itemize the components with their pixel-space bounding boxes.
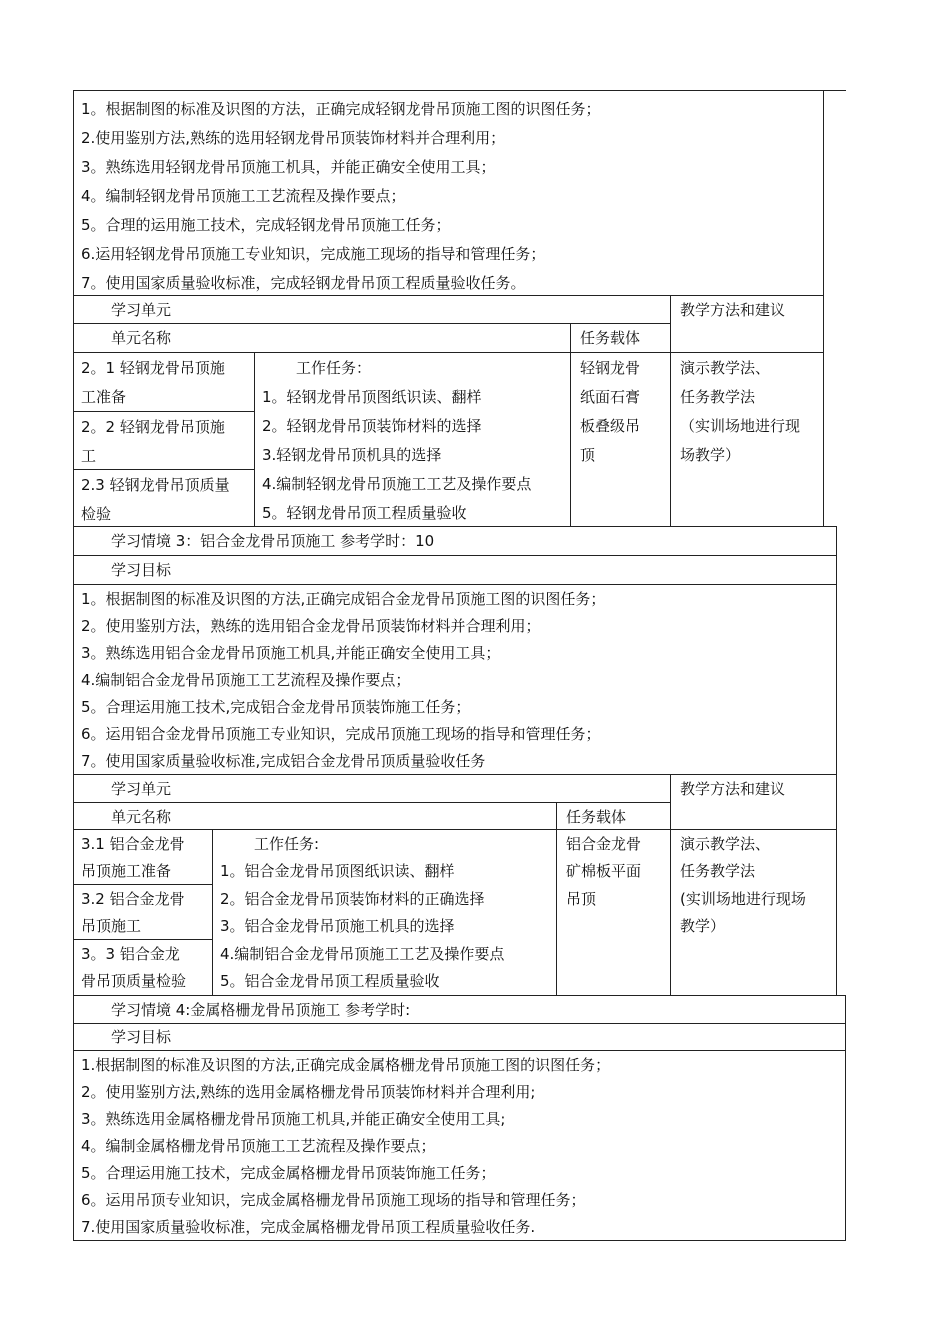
s3-carrier-header: 任务载体 (566, 808, 627, 826)
objective-line: 2。使用鉴别方法,熟练的选用金属格栅龙骨吊顶装饰材料并合理利用; (81, 1083, 536, 1101)
s4-goal-header: 学习目标 (111, 1028, 172, 1046)
grid-line (212, 829, 213, 995)
s4-title: 学习情境 4:金属格栅龙骨吊顶施工 参考学时: (111, 1001, 411, 1019)
s2-method-header: 教学方法和建议 (680, 301, 786, 319)
objective-line: 5。合理运用施工技术，完成金属格栅龙骨吊顶装饰施工任务； (81, 1164, 496, 1182)
task-item: 3.轻钢龙骨吊顶机具的选择 (262, 446, 442, 464)
grid-line (670, 295, 671, 526)
grid-line (556, 802, 557, 995)
task-item: 1。轻钢龙骨吊顶图纸识读、翻样 (262, 388, 482, 406)
task-item: 1。铝合金龙骨吊顶图纸识读、翻样 (220, 862, 455, 880)
carrier-line: 矿棉板平面 (566, 862, 642, 880)
objective-line: 2。使用鉴别方法，熟练的选用铝合金龙骨吊顶装饰材料并合理利用； (81, 617, 541, 635)
task-item: 2。轻钢龙骨吊顶装饰材料的选择 (262, 417, 482, 435)
grid-line (73, 90, 846, 91)
objective-line: 7.使用国家质量验收标准，完成金属格栅龙骨吊顶工程质量验收任务. (81, 1218, 536, 1236)
unit-name: 2。1 轻钢龙骨吊顶施 (81, 359, 225, 377)
unit-name: 3.2 铝合金龙骨 (81, 890, 185, 908)
objective-line: 7。使用国家质量验收标准,完成铝合金龙骨吊顶质量验收任务 (81, 752, 486, 770)
carrier-line: 轻钢龙骨 (580, 359, 641, 377)
method-line: 演示教学法、 (680, 835, 771, 853)
carrier-line: 铝合金龙骨 (566, 835, 642, 853)
task-item: 5。铝合金龙骨吊顶工程质量验收 (220, 972, 440, 990)
unit-name: 工准备 (81, 388, 127, 406)
objective-line: 3。熟练选用铝合金龙骨吊顶施工机具,并能正确安全使用工具； (81, 644, 501, 662)
carrier-line: 板叠级吊 (580, 417, 641, 435)
grid-line (836, 526, 837, 995)
tasks-title: 工作任务: (254, 835, 320, 853)
s3-method-header: 教学方法和建议 (680, 780, 786, 798)
unit-name: 3.1 铝合金龙骨 (81, 835, 185, 853)
method-line: 任务教学法 (680, 388, 756, 406)
task-item: 2。铝合金龙骨吊顶装饰材料的正确选择 (220, 890, 485, 908)
grid-line (73, 555, 837, 556)
grid-line (73, 411, 254, 412)
objective-line: 4.编制铝合金龙骨吊顶施工工艺流程及操作要点； (81, 671, 411, 689)
s3-name-header: 单元名称 (111, 808, 172, 826)
s3-goal-header: 学习目标 (111, 561, 172, 579)
s2-unit-header: 学习单元 (111, 301, 172, 319)
task-item: 3。铝合金龙骨吊顶施工机具的选择 (220, 917, 455, 935)
objective-line: 4。编制金属格栅龙骨吊顶施工工艺流程及操作要点； (81, 1137, 436, 1155)
grid-line (845, 995, 846, 1240)
objective-line: 2.使用鉴别方法,熟练的选用轻钢龙骨吊顶装饰材料并合理利用； (81, 129, 506, 147)
grid-line (73, 352, 824, 353)
task-item: 4.编制轻钢龙骨吊顶施工工艺及操作要点 (262, 475, 532, 493)
objective-line: 5。合理运用施工技术,完成铝合金龙骨吊顶装饰施工任务； (81, 698, 471, 716)
objective-line: 1。根据制图的标准及识图的方法,正确完成铝合金龙骨吊顶施工图的识图任务； (81, 590, 606, 608)
method-line: 任务教学法 (680, 862, 756, 880)
s3-unit-header: 学习单元 (111, 780, 172, 798)
grid-line (73, 90, 74, 1240)
unit-name: 检验 (81, 505, 112, 523)
grid-line (823, 90, 824, 526)
method-line: 场教学） (680, 446, 741, 464)
method-line: （实训场地进行现 (680, 417, 801, 435)
objective-line: 6。运用铝合金龙骨吊顶施工专业知识，完成吊顶施工现场的指导和管理任务； (81, 725, 601, 743)
grid-line (254, 352, 255, 526)
grid-line (670, 774, 671, 995)
objective-line: 5。合理的运用施工技术，完成轻钢龙骨吊顶施工任务； (81, 216, 451, 234)
objective-line: 6.运用轻钢龙骨吊顶施工专业知识，完成施工现场的指导和管理任务； (81, 245, 546, 263)
grid-line (570, 323, 571, 526)
carrier-line: 纸面石膏 (580, 388, 641, 406)
objective-line: 1.根据制图的标准及识图的方法,正确完成金属格栅龙骨吊顶施工图的识图任务； (81, 1056, 611, 1074)
carrier-line: 顶 (580, 446, 596, 464)
s2-name-header: 单元名称 (111, 329, 172, 347)
objective-line: 3。熟练选用轻钢龙骨吊顶施工机具，并能正确安全使用工具； (81, 158, 496, 176)
grid-line (73, 469, 254, 470)
objective-line: 7。使用国家质量验收标准，完成轻钢龙骨吊顶工程质量验收任务。 (81, 274, 526, 292)
objective-line: 3。熟练选用金属格栅龙骨吊顶施工机具,并能正确安全使用工具; (81, 1110, 506, 1128)
unit-name: 3。3 铝合金龙 (81, 945, 180, 963)
unit-name: 2。2 轻钢龙骨吊顶施 (81, 418, 225, 436)
s3-title: 学习情境 3：铝合金龙骨吊顶施工 参考学时：10 (111, 532, 435, 550)
carrier-line: 吊顶 (566, 890, 597, 908)
unit-name: 2.3 轻钢龙骨吊顶质量 (81, 476, 230, 494)
method-line: 教学） (680, 917, 726, 935)
method-line: (实训场地进行现场 (680, 890, 806, 908)
unit-name: 吊顶施工 (81, 917, 142, 935)
s2-carrier-header: 任务载体 (580, 329, 641, 347)
unit-name: 吊顶施工准备 (81, 862, 172, 880)
task-item: 4.编制铝合金龙骨吊顶施工工艺及操作要点 (220, 945, 505, 963)
objective-line: 6。运用吊顶专业知识，完成金属格栅龙骨吊顶施工现场的指导和管理任务； (81, 1191, 586, 1209)
task-item: 5。轻钢龙骨吊顶工程质量验收 (262, 504, 467, 522)
unit-name: 骨吊顶质量检验 (81, 972, 187, 990)
unit-name: 工 (81, 447, 97, 465)
objective-line: 1。根据制图的标准及识图的方法，正确完成轻钢龙骨吊顶施工图的识图任务； (81, 100, 601, 118)
objective-line: 4。编制轻钢龙骨吊顶施工工艺流程及操作要点； (81, 187, 406, 205)
method-line: 演示教学法、 (680, 359, 771, 377)
tasks-title: 工作任务： (296, 359, 372, 377)
